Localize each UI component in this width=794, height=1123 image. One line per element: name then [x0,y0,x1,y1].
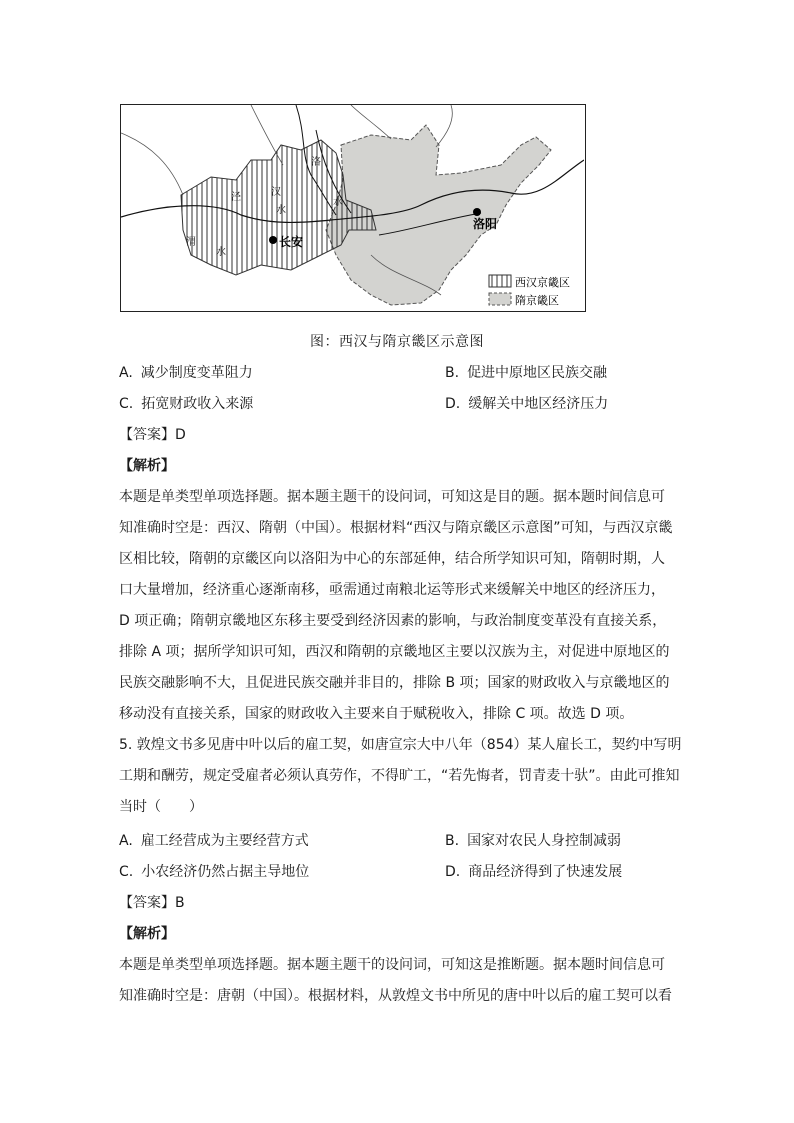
svg-text:水: 水 [216,247,226,258]
q4-option-d: D. 缓解关中地区经济压力 [445,396,609,412]
legend-sui: 隋京畿区 [515,294,559,307]
q5-analysis-label: 【解析】 [119,926,175,942]
changan-marker [269,236,277,244]
q5-stem: 5. 敦煌文书多见唐中叶以后的雇工契，如唐宣宗大中八年（854）某人雇长工，契约中写明 工期和酬劳，规定受雇者必须认真劳作，不得旷工，“若先悔者，罚青麦十驮”。由此可推知 当时（ ） [119,737,682,815]
q5-answer: 【答案】B [119,895,185,911]
map-svg [121,105,584,310]
q4-analysis-text: 本题是单类型单项选择题。据本题主题干的设问词，可知这是目的题。据本题时间信息可 知准确时空是：西汉、隋朝（中国）。根据材料“西汉与隋京畿区示意图”可知，与西汉京畿 区相比较，隋朝的京畿区向以洛阳为中心的东部延伸，结合所学知识可知，隋朝时期，人 口大量增加，经济重心逐渐南移，亟需通过南粮北运等形式来缓解关中地区的经济压力， D 项正确；隋朝京畿地区东移主要受到经济因素的影响，与政治制度变革没有直接关系， 排除 A 项；据所学知识可知，西汉和隋朝的京畿地区主要以汉族为主，对促进中原地区的 民族交融影响不大，且促进民族交融并非目的，排除 B 项；国家的财政收入与京畿地区的 移动没有直接关系，国家的财政收入主要来自于赋税收入，排除 C 项。故选 D 项。 [119,489,673,722]
luoyang-marker [473,208,481,216]
svg-text:水: 水 [276,205,286,216]
q4-analysis-label: 【解析】 [119,458,175,474]
q5-analysis-text: 本题是单类型单项选择题。据本题主题干的设问词，可知这是推断题。据本题时间信息可 知准确时空是：唐朝（中国）。根据材料，从敦煌文书中所见的唐中叶以后的雇工契可以看 [119,957,672,1004]
svg-text:洛: 洛 [311,157,321,168]
svg-text:渭: 渭 [186,237,196,248]
map-figure [120,104,586,312]
q5-option-d: D. 商品经济得到了快速发展 [445,864,623,880]
legend-western-han: 西汉京畿区 [515,276,570,289]
figure-caption: 图：西汉与隋京畿区示意图 [310,334,484,350]
q4-option-c: C. 拓宽财政收入来源 [119,396,254,412]
q4-option-b: B. 促进中原地区民族交融 [445,365,608,381]
luoyang-label: 洛阳 [473,217,498,231]
changan-label: 长安 [279,235,304,249]
q4-option-a: A. 减少制度变革阻力 [119,365,253,381]
map-legend [489,275,570,307]
svg-text:汉: 汉 [271,187,281,198]
q5-option-a: A. 雇工经营成为主要经营方式 [119,833,309,849]
q4-answer: 【答案】D [119,427,186,443]
svg-text:水: 水 [333,197,343,208]
q5-option-b: B. 国家对农民人身控制减弱 [445,833,622,849]
svg-text:泾: 泾 [231,192,241,203]
q5-option-c: C. 小农经济仍然占据主导地位 [119,864,310,880]
